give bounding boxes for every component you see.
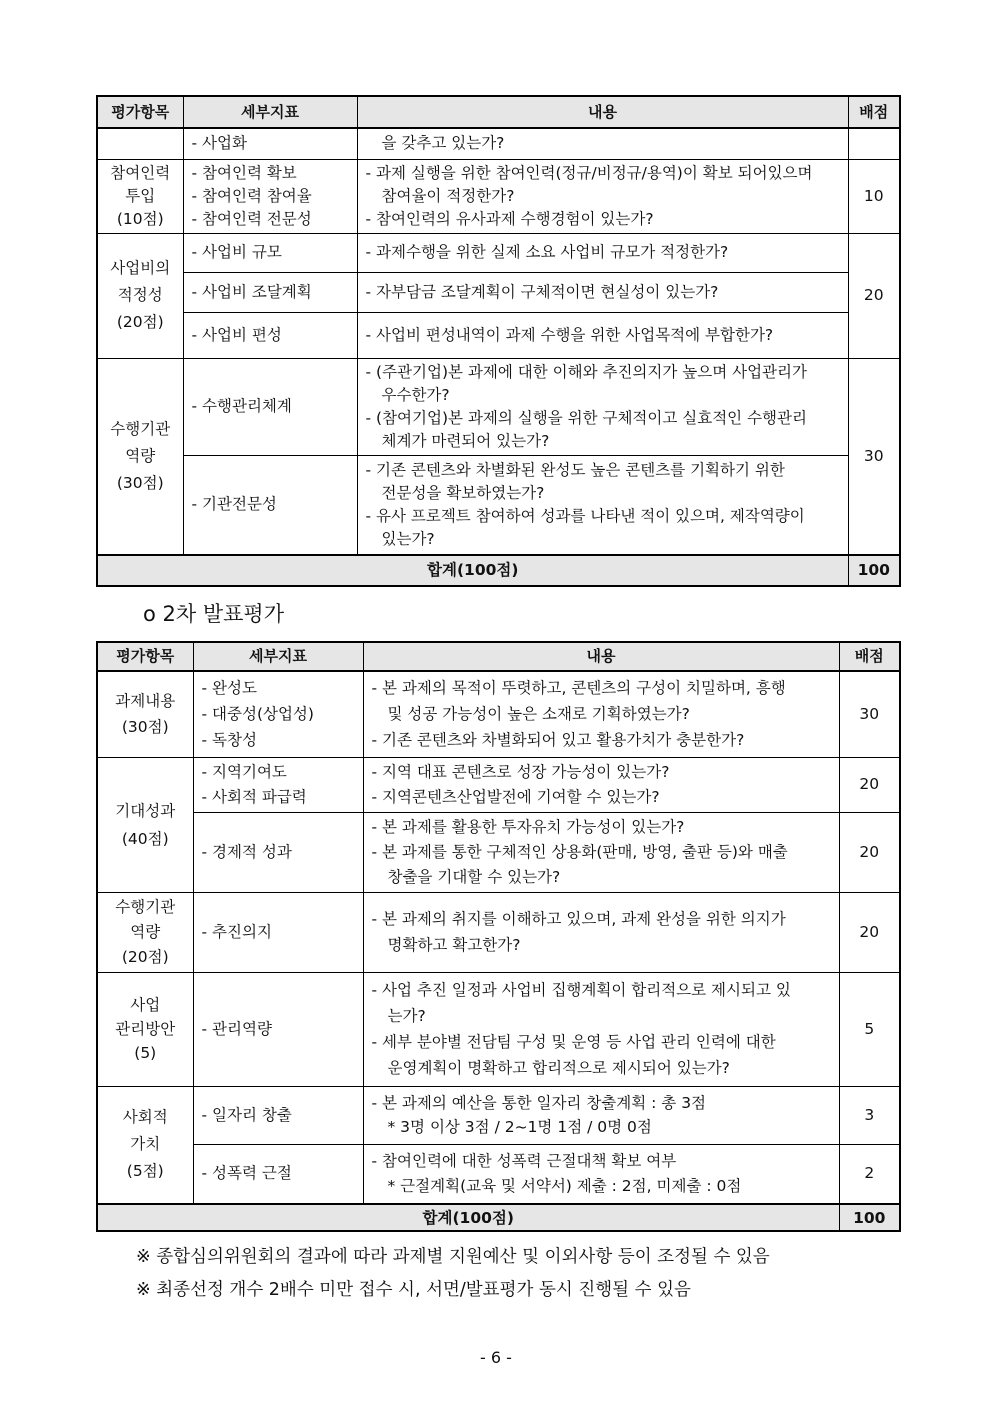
category-points: (10점): [116, 209, 164, 228]
total-row: [97, 1204, 900, 1231]
note-2: ※ 최종선정 개수 2배수 미만 접수 시, 서면/발표평가 동시 진행될 수 있음: [136, 1280, 691, 1300]
category-cell: [97, 972, 193, 1086]
content-text: 참여율이 적정한가?: [381, 186, 515, 205]
content-text: - 기존 콘텐츠와 차별화되어 있고 활용가치가 충분한가?: [371, 731, 745, 750]
sub-indicator-text: - 사업화: [191, 134, 247, 153]
sub-indicator-text: - 참여인력 참여율: [191, 186, 312, 205]
sub-indicator-cell: [193, 892, 363, 972]
table-row: [97, 233, 900, 272]
sub-indicator-cell: [193, 1086, 363, 1144]
content-text: - 참여인력에 대한 성폭력 근절대책 확보 여부: [371, 1151, 677, 1170]
table-row: [97, 312, 900, 358]
content-cell: [363, 972, 839, 1086]
note-1: ※ 종합심의위원회의 결과에 따라 과제별 지원예산 및 이외사항 등이 조정될 수 있음: [136, 1247, 770, 1267]
content-text: 및 성공 가능성이 높은 소재로 기획하였는가?: [387, 705, 690, 724]
content-text: 명확하고 확고한가?: [387, 936, 521, 954]
sub-indicator-cell: [183, 233, 357, 272]
category-cell: [97, 128, 183, 159]
content-text: 을 갖추고 있는가?: [381, 134, 505, 153]
category-text: 사회적: [122, 1108, 168, 1127]
category-text: 과제내용: [115, 692, 176, 711]
table-row: [97, 671, 900, 757]
score-cell: 20: [839, 757, 900, 812]
sub-indicator-cell: [193, 757, 363, 812]
content-text: - 사업비 편성내역이 과제 수행을 위한 사업목적에 부합한가?: [365, 325, 774, 344]
sub-indicator-text: - 참여인력 확보: [191, 163, 297, 182]
content-text: - 본 과제를 활용한 투자유치 가능성이 있는가?: [371, 817, 685, 836]
score-cell: 30: [848, 358, 900, 555]
content-cell: [357, 272, 848, 312]
category-text: 투입: [125, 186, 156, 205]
sub-indicator-text: - 수행관리체계: [191, 397, 292, 415]
header-sub-indicator: 세부지표: [193, 642, 363, 671]
content-text: - (참여기업)본 과제의 실행을 위한 구체적이고 실효적인 수행관리: [365, 408, 807, 427]
category-text: 역량: [130, 922, 161, 941]
table-row: [97, 159, 900, 233]
evaluation-table-2: [96, 641, 901, 1232]
sub-indicator-text: - 참여인력 전문성: [191, 209, 312, 228]
content-text: - 본 과제의 취지를 이해하고 있으며, 과제 완성을 위한 의지가: [371, 910, 786, 928]
table-row: [97, 128, 900, 159]
content-text: - 지역콘텐츠산업발전에 기여할 수 있는가?: [371, 787, 660, 806]
content-text: 운영계획이 명확하고 합리적으로 제시되어 있는가?: [387, 1059, 730, 1077]
category-cell: [97, 233, 183, 358]
content-cell: [363, 671, 839, 757]
category-text: 적정성: [117, 286, 163, 304]
sub-indicator-text: - 추진의지: [201, 922, 272, 941]
sub-indicator-text: - 경제적 성과: [201, 842, 292, 861]
total-score: 100: [839, 1204, 900, 1231]
category-text: 기대성과: [115, 801, 176, 820]
page-number: - 6 -: [480, 1348, 512, 1367]
content-cell: [363, 757, 839, 812]
content-cell: [357, 455, 848, 555]
table-header-row: [97, 642, 900, 671]
content-cell: [357, 233, 848, 272]
header-content: 내용: [363, 642, 839, 671]
category-points: (5): [134, 1044, 157, 1062]
content-text: 체계가 마련되어 있는가?: [381, 431, 550, 450]
category-points: (5점): [126, 1162, 164, 1181]
content-text: - 본 과제의 목적이 뚜렷하고, 콘텐츠의 구성이 치밀하며, 흥행: [371, 679, 786, 698]
content-cell: [357, 312, 848, 358]
sub-indicator-cell: [183, 128, 357, 159]
content-text: 우수한가?: [381, 385, 450, 404]
header-category: 평가항목: [97, 96, 183, 128]
category-text: 관리방안: [115, 1020, 176, 1038]
sub-indicator-cell: [183, 455, 357, 555]
content-text: - 세부 분야별 전담팀 구성 및 운영 등 사업 관리 인력에 대한: [371, 1033, 776, 1051]
sub-indicator-text: - 완성도: [201, 679, 257, 698]
score-cell: [848, 128, 900, 159]
content-text: * 3명 이상 3점 / 2~1명 1점 / 0명 0점: [387, 1118, 652, 1136]
header-category: 평가항목: [97, 642, 193, 671]
content-cell: [363, 892, 839, 972]
category-text: 수행기관: [110, 419, 171, 438]
category-cell: [97, 757, 193, 892]
category-text: 사업비의: [110, 259, 171, 277]
category-text: 사업: [130, 996, 161, 1014]
header-score: 배점: [839, 642, 900, 671]
sub-indicator-text: - 사업비 규모: [191, 243, 282, 261]
category-points: (20점): [121, 947, 169, 966]
table-row: [97, 892, 900, 972]
category-text: 참여인력: [110, 163, 171, 182]
sub-indicator-text: - 대중성(상업성): [201, 705, 314, 724]
content-text: 는가?: [387, 1007, 426, 1025]
category-text: 역량: [125, 446, 156, 465]
score-cell: 3: [839, 1086, 900, 1144]
sub-indicator-cell: [193, 671, 363, 757]
header-content: 내용: [357, 96, 848, 128]
category-cell: [97, 1086, 193, 1204]
score-cell: 30: [839, 671, 900, 757]
score-cell: 2: [839, 1144, 900, 1204]
content-text: - 참여인력의 유사과제 수행경험이 있는가?: [365, 209, 654, 228]
table-row: [97, 272, 900, 312]
content-cell: [357, 358, 848, 455]
table-row: [97, 812, 900, 892]
category-text: 가치: [130, 1135, 161, 1154]
score-cell: 20: [839, 892, 900, 972]
content-text: - 유사 프로젝트 참여하여 성과를 나타낸 적이 있으며, 제작역량이: [365, 506, 805, 525]
content-text: 있는가?: [381, 529, 435, 548]
content-text: - 본 과제를 통한 구체적인 상용화(판매, 방영, 출판 등)와 매출: [371, 842, 788, 861]
content-text: - 지역 대표 콘텐츠로 성장 가능성이 있는가?: [371, 762, 670, 781]
table-row: [97, 1144, 900, 1204]
sub-indicator-cell: [193, 972, 363, 1086]
content-text: - 과제수행을 위한 실제 소요 사업비 규모가 적정한가?: [365, 243, 729, 261]
table-row: [97, 972, 900, 1086]
table-header-row: [97, 96, 900, 128]
table-row: [97, 358, 900, 455]
category-cell: [97, 358, 183, 555]
sub-indicator-cell: [193, 812, 363, 892]
content-text: - 과제 실행을 위한 참여인력(정규/비정규/용역)이 확보 되어있으며: [365, 163, 813, 182]
content-text: - (주관기업)본 과제에 대한 이해와 추진의지가 높으며 사업관리가: [365, 362, 807, 381]
header-sub-indicator: 세부지표: [183, 96, 357, 128]
category-points: (30점): [116, 473, 164, 492]
sub-indicator-text: - 성폭력 근절: [201, 1164, 292, 1183]
sub-indicator-text: - 기관전문성: [191, 495, 277, 514]
total-row: [97, 555, 900, 586]
sub-indicator-text: - 독창성: [201, 731, 257, 750]
category-cell: [97, 671, 193, 757]
category-points: (20점): [116, 313, 164, 331]
category-points: (40점): [121, 829, 169, 848]
total-score: 100: [848, 555, 900, 586]
sub-indicator-text: - 사업비 편성: [191, 325, 282, 344]
sub-indicator-cell: [183, 358, 357, 455]
sub-indicator-text: - 관리역량: [201, 1019, 272, 1038]
table-row: [97, 757, 900, 812]
content-text: - 기존 콘텐츠와 차별화된 완성도 높은 콘텐츠를 기획하기 위한: [365, 460, 785, 479]
content-cell: [363, 812, 839, 892]
category-cell: [97, 159, 183, 233]
content-cell: [363, 1086, 839, 1144]
content-text: 전문성을 확보하였는가?: [381, 483, 545, 502]
score-cell: 20: [839, 812, 900, 892]
content-text: 창출을 기대할 수 있는가?: [387, 867, 561, 886]
section-heading: o 2차 발표평가: [143, 602, 284, 626]
sub-indicator-text: - 일자리 창출: [201, 1105, 292, 1124]
table-row: [97, 1086, 900, 1144]
sub-indicator-cell: [183, 159, 357, 233]
evaluation-table-1: [96, 95, 901, 587]
total-label: 합계(100점): [97, 555, 848, 586]
header-score: 배점: [848, 96, 900, 128]
sub-indicator-text: - 지역기여도: [201, 762, 287, 781]
content-cell: [357, 128, 848, 159]
category-cell: [97, 892, 193, 972]
score-cell: 20: [848, 233, 900, 358]
content-text: * 근절계획(교육 및 서약서) 제출 : 2점, 미제출 : 0점: [387, 1176, 742, 1195]
category-text: 수행기관: [115, 897, 176, 916]
sub-indicator-text: - 사회적 파급력: [201, 787, 307, 806]
score-cell: 10: [848, 159, 900, 233]
sub-indicator-cell: [183, 312, 357, 358]
content-text: - 자부담금 조달계획이 구체적이면 현실성이 있는가?: [365, 282, 719, 301]
content-text: - 본 과제의 예산을 통한 일자리 창출계획 : 총 3점: [371, 1094, 707, 1112]
sub-indicator-cell: [183, 272, 357, 312]
sub-indicator-cell: [193, 1144, 363, 1204]
total-label: 합계(100점): [97, 1204, 839, 1231]
content-text: - 사업 추진 일정과 사업비 집행계획이 합리적으로 제시되고 있: [371, 981, 791, 999]
content-cell: [357, 159, 848, 233]
score-cell: 5: [839, 972, 900, 1086]
table-row: [97, 455, 900, 555]
content-cell: [363, 1144, 839, 1204]
category-points: (30점): [121, 718, 169, 737]
sub-indicator-text: - 사업비 조달계획: [191, 282, 312, 301]
